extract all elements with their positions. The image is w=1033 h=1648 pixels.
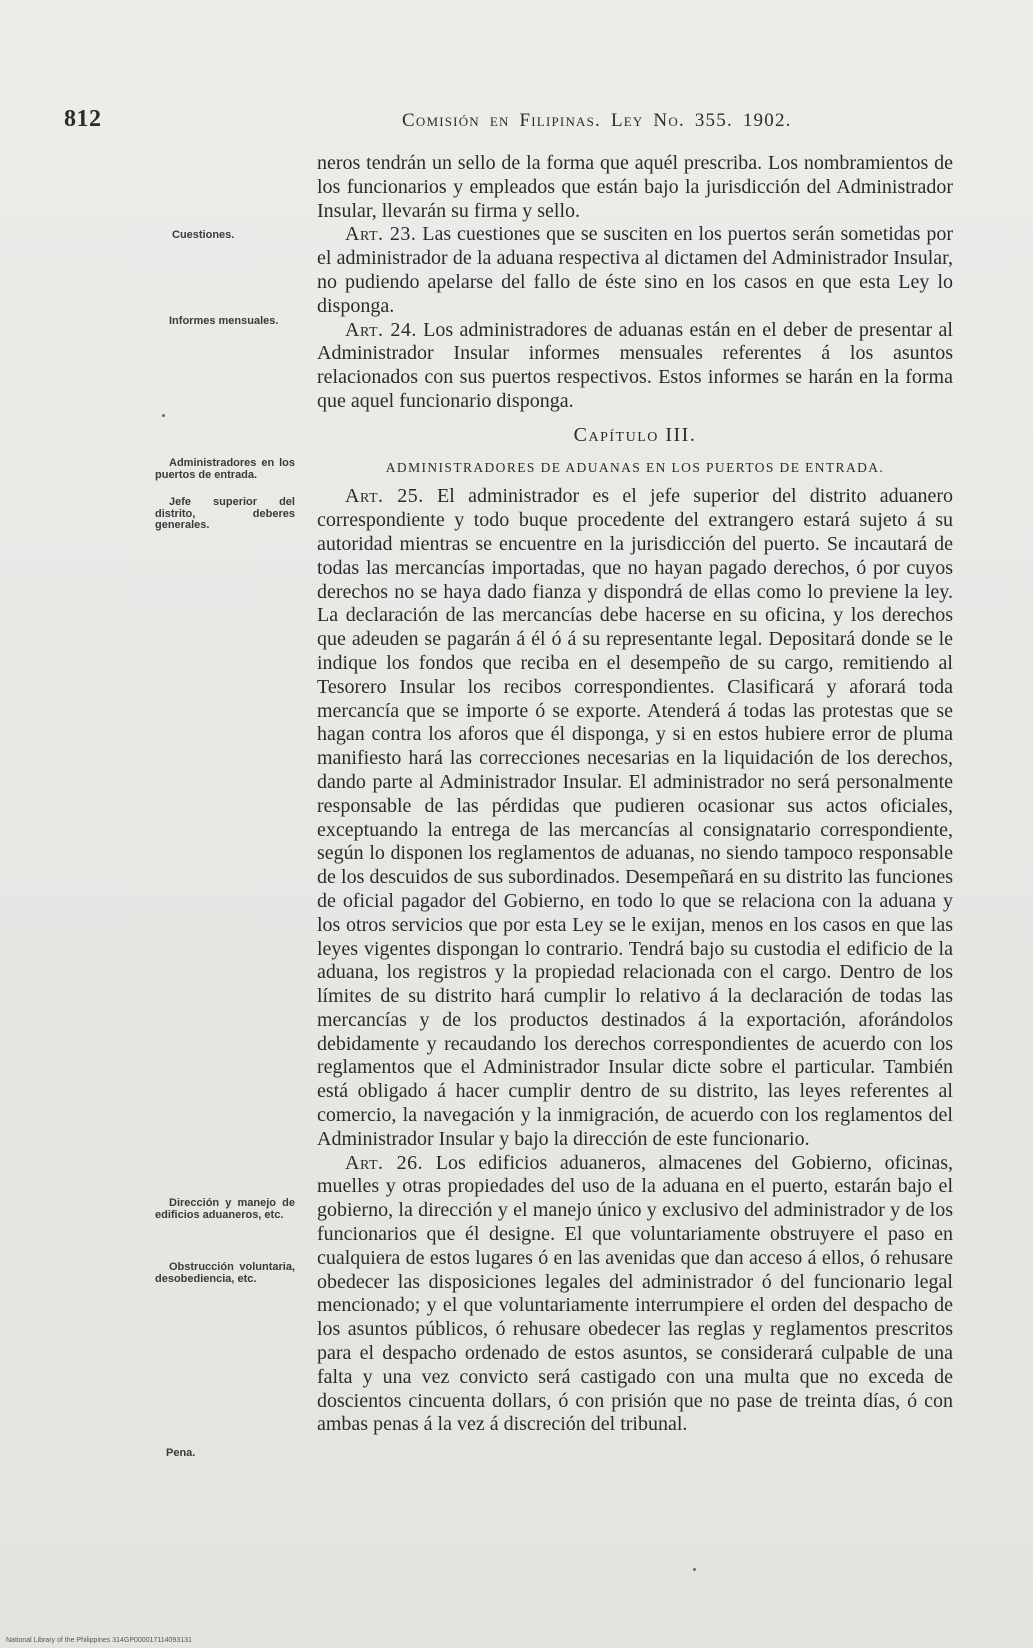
paragraph-continuation: neros tendrán un sello de la forma que aquél prescriba. Los nombramientos de los funcionarios y empleados que están bajo la jurisdicción del Administrador Insular, llevarán su firma y sello. <box>317 152 953 222</box>
article-26-label: Art. 26. <box>345 1151 424 1174</box>
chapter-subtitle: ADMINISTRADORES DE ADUANAS EN LOS PUERTOS DE ENTRADA. <box>385 459 885 475</box>
article-23-label: Art. 23. <box>345 223 417 246</box>
article-25-label: Art. 25. <box>345 485 424 508</box>
page-number: 812 <box>64 106 102 132</box>
article-26 <box>317 1152 953 1438</box>
sidenote-obstruccion: Obstrucción voluntaria, desobediencia, etc. <box>155 1261 295 1285</box>
article-24 <box>317 319 953 414</box>
chapter-title: Capítulo III. <box>573 423 697 446</box>
main-text <box>317 152 953 1437</box>
article-24-text: Los administradores de aduanas están en el deber de presentar al Administrador Insular informes mensuales referentes á los asuntos relacionados con sus puertos respectivos. Estos informes se harán en la forma que aquel funcionario disponga. <box>317 318 953 412</box>
scan-speck <box>162 414 165 417</box>
article-26-text: Los edificios aduaneros, almacenes del Gobierno, oficinas, muelles y otras propiedades del uso de la aduana en el puerto, estarán bajo el gobierno, la dirección y el manejo único y exclusivo del administrador y de los funcionarios que él designe. El que voluntariamente obstruyere el paso en cualquiera de estos lugares ó en las avenidas que dan acceso á ellos, ó rehusare obedecer las disposiciones legales del administrador ó del funcionario legal mencionado; y el que voluntariamente interrumpiere el orden del despacho de los asuntos públicos, ó rehusare obedecer las reglas y reglamentos prescritos para el despacho ordenado de estos asuntos, se considerará culpable de una falta y una vez convicto será castigado con una multa que no exceda de doscientos cincuenta dollars, ó con prisión que no pase de treinta días, ó con ambas penas á la vez á discreción del tribunal. <box>317 1151 953 1436</box>
sidenote-administradores: Administradores en los puertos de entrada. <box>155 457 295 481</box>
sidenote-cuestiones: Cuestiones. <box>172 229 235 241</box>
sidenote-pena: Pena. <box>166 1447 196 1459</box>
scan-speck <box>693 1568 696 1571</box>
scan-footer: National Library of the Philippines 314GP000017114093131 <box>6 1637 192 1644</box>
sidenote-informes-mensuales: Informes mensuales. <box>169 315 279 327</box>
article-25-text: El administrador es el jefe superior del distrito aduanero correspondiente y todo buque procedente del extrangero estará sujeto á su autoridad mientras se encuentre en la jurisdicción del puerto. Se incautará de todas las mercancías importadas, que no hayan pagado derechos, ó por cuyos derechos no se haya dado fianza y dispondrá de ellas como lo previene la ley. La declaración de las mercancías debe hacerse en su oficina, y los derechos que adeuden se pagarán á él ó á su representante legal. Depositará donde se le indique los fondos que reciba en el desempeño de su cargo, remitiendo al Tesorero Insular los recibos correspondientes. Clasificará y aforará toda mercancía que se importe ó se exporte. Atenderá á todas las protestas que se hagan contra los aforos que él disponga, y si en estos hubiere error de pluma manifiesto hará las correcciones necesarias en la liquidación de los derechos, dando parte al Administrador Insular. El administrador no será personalmente responsable de las pérdidas que pudieren ocasionar sus actos oficiales, exceptuando la entrega de las mercancías al consignatario correspondiente, según lo disponen los reglamentos de aduanas, no siendo tampoco responsable de los descuidos de sus subordinados. Desempeñará en su distrito las funciones de oficial pagador del Gobierno, en todo lo que se relaciona con la aduana y los otros servicios que por esta Ley se le exijan, menos en los casos en que las leyes vigentes dispongan lo contrario. Tendrá bajo su custodia el edificio de la aduana, los registros y la propiedad relacionada con el cargo. Dentro de los límites de su distrito hará cumplir lo relativo á la declaración de todas las mercancías y de los productos destinados á la exportación, aforándolos debidamente y recaudando los derechos correspondientes de acuerdo con los reglamentos que el Administrador Insular dicte sobre el particular. También está obligado á hacer cumplir dentro de su distrito, las leyes referentes al comercio, la navegación y la inmigración, de acuerdo con los reglamentos del Administrador Insular y bajo la dirección de este funcionario. <box>317 485 953 1150</box>
article-23-text: Las cuestiones que se susciten en los puertos serán sometidas por el administrador de la aduana respectiva al dictamen del Administrador Insular, no pudiendo apelarse del fallo de éste sino en los casos en que esta Ley lo disponga. <box>317 223 953 317</box>
sidenote-direccion: Dirección y manejo de edificios aduaneros, etc. <box>155 1197 295 1221</box>
running-head: Comisión en Filipinas. Ley No. 355. 1902. <box>402 110 792 131</box>
article-24-label: Art. 24. <box>345 318 417 341</box>
article-23 <box>317 223 953 318</box>
sidenote-jefe-superior: Jefe superior del distrito, deberes generales. <box>155 496 295 531</box>
article-25 <box>317 485 953 1151</box>
